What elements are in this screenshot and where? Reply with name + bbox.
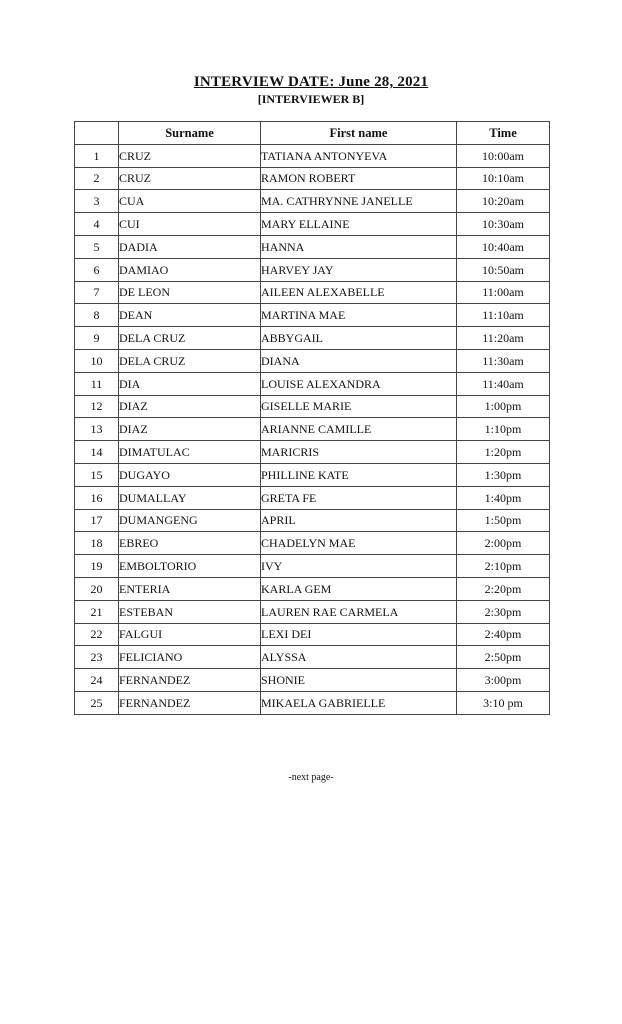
table-header-row bbox=[75, 122, 550, 145]
next-page-note: -next page- bbox=[288, 772, 334, 783]
row-number-cell: 14 bbox=[75, 441, 119, 464]
row-number-cell: 19 bbox=[75, 555, 119, 578]
table-row bbox=[75, 555, 550, 578]
row-number-cell: 12 bbox=[75, 395, 119, 418]
time-cell: 1:00pm bbox=[457, 395, 550, 418]
time-cell: 10:50am bbox=[457, 258, 550, 281]
surname-cell: ENTERIA bbox=[119, 577, 261, 600]
first-name-cell: GISELLE MARIE bbox=[261, 395, 457, 418]
table-row bbox=[75, 441, 550, 464]
table-row bbox=[75, 213, 550, 236]
table-row bbox=[75, 669, 550, 692]
first-name-cell: DIANA bbox=[261, 349, 457, 372]
surname-cell: CUI bbox=[119, 213, 261, 236]
surname-cell: EBREO bbox=[119, 532, 261, 555]
first-name-cell: LOUISE ALEXANDRA bbox=[261, 372, 457, 395]
row-number-cell: 1 bbox=[75, 144, 119, 167]
row-number-cell: 15 bbox=[75, 463, 119, 486]
table-row bbox=[75, 418, 550, 441]
first-name-cell: MIKAELA GABRIELLE bbox=[261, 691, 457, 714]
surname-cell: DIMATULAC bbox=[119, 441, 261, 464]
row-number-cell: 10 bbox=[75, 349, 119, 372]
row-number-cell: 25 bbox=[75, 691, 119, 714]
table-row bbox=[75, 235, 550, 258]
page-title: INTERVIEW DATE: June 28, 2021 bbox=[193, 74, 429, 90]
first-name-cell: MARY ELLAINE bbox=[261, 213, 457, 236]
time-cell: 10:20am bbox=[457, 190, 550, 213]
table-row bbox=[75, 167, 550, 190]
time-cell: 2:40pm bbox=[457, 623, 550, 646]
first-name-cell: HARVEY JAY bbox=[261, 258, 457, 281]
interviewer-label: [INTERVIEWER B] bbox=[257, 92, 365, 106]
table-row bbox=[75, 646, 550, 669]
time-cell: 3:00pm bbox=[457, 669, 550, 692]
first-name-cell: AILEEN ALEXABELLE bbox=[261, 281, 457, 304]
first-name-cell: HANNA bbox=[261, 235, 457, 258]
column-header-time: Time bbox=[457, 122, 550, 145]
row-number-cell: 8 bbox=[75, 304, 119, 327]
row-number-cell: 7 bbox=[75, 281, 119, 304]
surname-cell: DUGAYO bbox=[119, 463, 261, 486]
time-cell: 2:30pm bbox=[457, 600, 550, 623]
first-name-cell: ALYSSA bbox=[261, 646, 457, 669]
surname-cell: CRUZ bbox=[119, 167, 261, 190]
table-row bbox=[75, 281, 550, 304]
time-cell: 11:20am bbox=[457, 327, 550, 350]
time-cell: 10:10am bbox=[457, 167, 550, 190]
table-row bbox=[75, 258, 550, 281]
table-row bbox=[75, 486, 550, 509]
surname-cell: DIAZ bbox=[119, 418, 261, 441]
surname-cell: EMBOLTORIO bbox=[119, 555, 261, 578]
first-name-cell: MA. CATHRYNNE JANELLE bbox=[261, 190, 457, 213]
table-row bbox=[75, 144, 550, 167]
time-cell: 1:50pm bbox=[457, 509, 550, 532]
row-number-cell: 16 bbox=[75, 486, 119, 509]
time-cell: 2:20pm bbox=[457, 577, 550, 600]
time-cell: 10:00am bbox=[457, 144, 550, 167]
surname-cell: DIA bbox=[119, 372, 261, 395]
table-row bbox=[75, 190, 550, 213]
time-cell: 1:10pm bbox=[457, 418, 550, 441]
first-name-cell: ABBYGAIL bbox=[261, 327, 457, 350]
surname-cell: FELICIANO bbox=[119, 646, 261, 669]
row-number-cell: 21 bbox=[75, 600, 119, 623]
table-row bbox=[75, 623, 550, 646]
time-cell: 11:30am bbox=[457, 349, 550, 372]
surname-cell: DAMIAO bbox=[119, 258, 261, 281]
row-number-cell: 6 bbox=[75, 258, 119, 281]
surname-cell: DELA CRUZ bbox=[119, 349, 261, 372]
surname-cell: DELA CRUZ bbox=[119, 327, 261, 350]
first-name-cell: LAUREN RAE CARMELA bbox=[261, 600, 457, 623]
time-cell: 1:40pm bbox=[457, 486, 550, 509]
time-cell: 1:20pm bbox=[457, 441, 550, 464]
first-name-cell: TATIANA ANTONYEVA bbox=[261, 144, 457, 167]
surname-cell: DE LEON bbox=[119, 281, 261, 304]
first-name-cell: MARTINA MAE bbox=[261, 304, 457, 327]
first-name-cell: KARLA GEM bbox=[261, 577, 457, 600]
surname-cell: DADIA bbox=[119, 235, 261, 258]
surname-cell: FERNANDEZ bbox=[119, 691, 261, 714]
row-number-cell: 24 bbox=[75, 669, 119, 692]
table-row bbox=[75, 349, 550, 372]
table-row bbox=[75, 577, 550, 600]
table-row bbox=[75, 304, 550, 327]
row-number-cell: 4 bbox=[75, 213, 119, 236]
table-row bbox=[75, 532, 550, 555]
column-header-no bbox=[75, 122, 119, 145]
first-name-cell: RAMON ROBERT bbox=[261, 167, 457, 190]
surname-cell: FALGUI bbox=[119, 623, 261, 646]
row-number-cell: 9 bbox=[75, 327, 119, 350]
row-number-cell: 20 bbox=[75, 577, 119, 600]
row-number-cell: 17 bbox=[75, 509, 119, 532]
table-row bbox=[75, 691, 550, 714]
interview-schedule-table bbox=[74, 121, 550, 715]
table-row bbox=[75, 395, 550, 418]
time-cell: 11:10am bbox=[457, 304, 550, 327]
table-row bbox=[75, 509, 550, 532]
row-number-cell: 3 bbox=[75, 190, 119, 213]
time-cell: 2:00pm bbox=[457, 532, 550, 555]
first-name-cell: IVY bbox=[261, 555, 457, 578]
table-body bbox=[75, 144, 550, 714]
first-name-cell: PHILLINE KATE bbox=[261, 463, 457, 486]
row-number-cell: 2 bbox=[75, 167, 119, 190]
first-name-cell: CHADELYN MAE bbox=[261, 532, 457, 555]
time-cell: 11:40am bbox=[457, 372, 550, 395]
time-cell: 3:10 pm bbox=[457, 691, 550, 714]
first-name-cell: MARICRIS bbox=[261, 441, 457, 464]
row-number-cell: 13 bbox=[75, 418, 119, 441]
surname-cell: DEAN bbox=[119, 304, 261, 327]
table-row bbox=[75, 372, 550, 395]
time-cell: 2:10pm bbox=[457, 555, 550, 578]
row-number-cell: 18 bbox=[75, 532, 119, 555]
time-cell: 2:50pm bbox=[457, 646, 550, 669]
column-header-surname: Surname bbox=[119, 122, 261, 145]
table-row bbox=[75, 463, 550, 486]
surname-cell: FERNANDEZ bbox=[119, 669, 261, 692]
surname-cell: DIAZ bbox=[119, 395, 261, 418]
time-cell: 10:30am bbox=[457, 213, 550, 236]
first-name-cell: ARIANNE CAMILLE bbox=[261, 418, 457, 441]
row-number-cell: 11 bbox=[75, 372, 119, 395]
row-number-cell: 5 bbox=[75, 235, 119, 258]
surname-cell: DUMALLAY bbox=[119, 486, 261, 509]
time-cell: 10:40am bbox=[457, 235, 550, 258]
surname-cell: CRUZ bbox=[119, 144, 261, 167]
surname-cell: CUA bbox=[119, 190, 261, 213]
table-row bbox=[75, 327, 550, 350]
table-row bbox=[75, 600, 550, 623]
column-header-first-name: First name bbox=[261, 122, 457, 145]
first-name-cell: LEXI DEI bbox=[261, 623, 457, 646]
time-cell: 11:00am bbox=[457, 281, 550, 304]
surname-cell: DUMANGENG bbox=[119, 509, 261, 532]
surname-cell: ESTEBAN bbox=[119, 600, 261, 623]
first-name-cell: APRIL bbox=[261, 509, 457, 532]
row-number-cell: 22 bbox=[75, 623, 119, 646]
row-number-cell: 23 bbox=[75, 646, 119, 669]
first-name-cell: GRETA FE bbox=[261, 486, 457, 509]
first-name-cell: SHONIE bbox=[261, 669, 457, 692]
time-cell: 1:30pm bbox=[457, 463, 550, 486]
